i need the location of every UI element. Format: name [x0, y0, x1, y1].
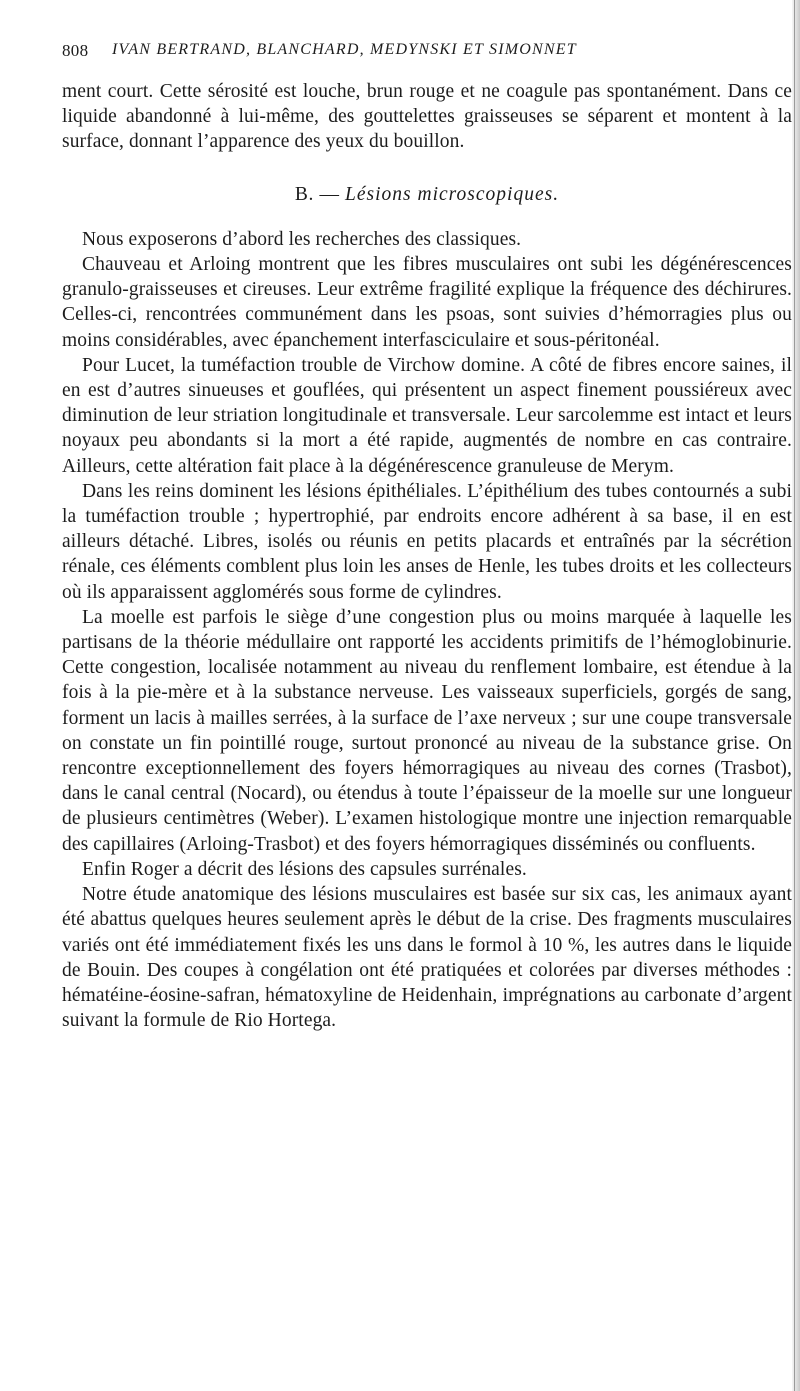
page-header — [62, 41, 717, 67]
paragraph: Nous exposerons d’abord les recherches des classiques. — [82, 228, 522, 250]
section-heading-prefix: B. — — [294, 183, 346, 205]
paragraph: Dans les reins dominent les lésions épithéliales. L’épithélium des tubes contournés a subi la tuméfaction trouble ; hypertrophié, par endroits encore adhérent à sa base, il en est ailleurs détaché. Libres, isolés ou réunis en petits placards et entraînés par la sécrétion rénale, ces éléments comblent plus loin les anses de Henle, les tubes droits et les collecteurs où ils apparaissent agglomérés sous forme de cylindres. — [62, 480, 792, 603]
paragraph: Chauveau et Arloing montrent que les fibres musculaires ont subi les dégénérescences granulo-graisseuses et cireuses. Leur extrême fragilité explique la fréquence des déchirures. Celles-ci, rencontrées communément dans les psoas, sont suivies d’hémorragies plus ou moins considérables, avec épanchement interfasciculaire et sous-péritonéal. — [62, 254, 792, 351]
paragraph: La moelle est parfois le siège d’une congestion plus ou moins marquée à laquelle les partisans de la théorie médullaire ont rapporté les accidents primitifs de l’hémoglobinurie. Cette congestion, localisée notamment au niveau du renflement lombaire, est étendue à la fois à la pie-mère et à la substance nerveuse. Les vaisseaux superficiels, gorgés de sang, forment un lacis à mailles serrées, à la surface de l’axe nerveux ; sur une coupe transversale on constate un fin pointillé rouge, surtout prononcé au niveau de la substance grise. On rencontre exceptionnellement des foyers hémorragiques au niveau des cornes (Trasbot), dans le canal central (Nocard), ou étendus à toute l’épaisseur de la moelle sur une longueur de plusieurs centimètres (Weber). L’examen histologique montre une injection remarquable des capillaires (Arloing-Trasbot) et des foyers hémorragiques disséminés ou confluents. — [62, 606, 792, 855]
page-number: 808 — [62, 41, 89, 60]
paragraph: Notre étude anatomique des lésions musculaires est basée sur six cas, les animaux ayant été abattus quelques heures seulement après le début de la crise. Des fragments musculaires variés ont été immédiatement fixés les uns dans le formol à 10 %, les autres dans le liquide de Bouin. Des coupes à congélation ont été pratiquées et colorées par diverses méthodes : hématéine-éosine-safran, hématoxyline de Heidenhain, imprégnations au carbonate d’argent suivant la formule de Rio Hortega. — [62, 884, 792, 1032]
paragraph: Enfin Roger a décrit des lésions des capsules surrénales. — [82, 858, 527, 880]
paragraph: Pour Lucet, la tuméfaction trouble de Virchow domine. A côté de fibres encore saines, il en est d’autres sinueuses et gouflées, qui présentent un aspect finement poussiéreux avec diminution de leur striation longitudinale et transversale. Leur sarcolemme est intact et leurs noyaux peu abondants si la mort a été rapide, augmentés de nombre en cas contraire. Ailleurs, cette altération fait place à la dégénérescence granuleuse de Merym. — [62, 354, 792, 477]
section-heading — [62, 182, 792, 207]
running-head: IVAN BERTRAND, BLANCHARD, MEDYNSKI ET SIMONNET — [112, 41, 577, 58]
section-heading-title: Lésions microscopiques. — [345, 183, 560, 205]
paragraph-continuation: ment court. Cette sérosité est louche, brun rouge et ne coagule pas spontanément. Dans ce liquide abandonné à lui-même, des gouttelettes graisseuses se séparent et montent à la surface, donnant l’apparence des yeux du bouillon. — [62, 81, 792, 153]
page-edge-shadow — [792, 0, 800, 1391]
body-text — [62, 79, 792, 1033]
